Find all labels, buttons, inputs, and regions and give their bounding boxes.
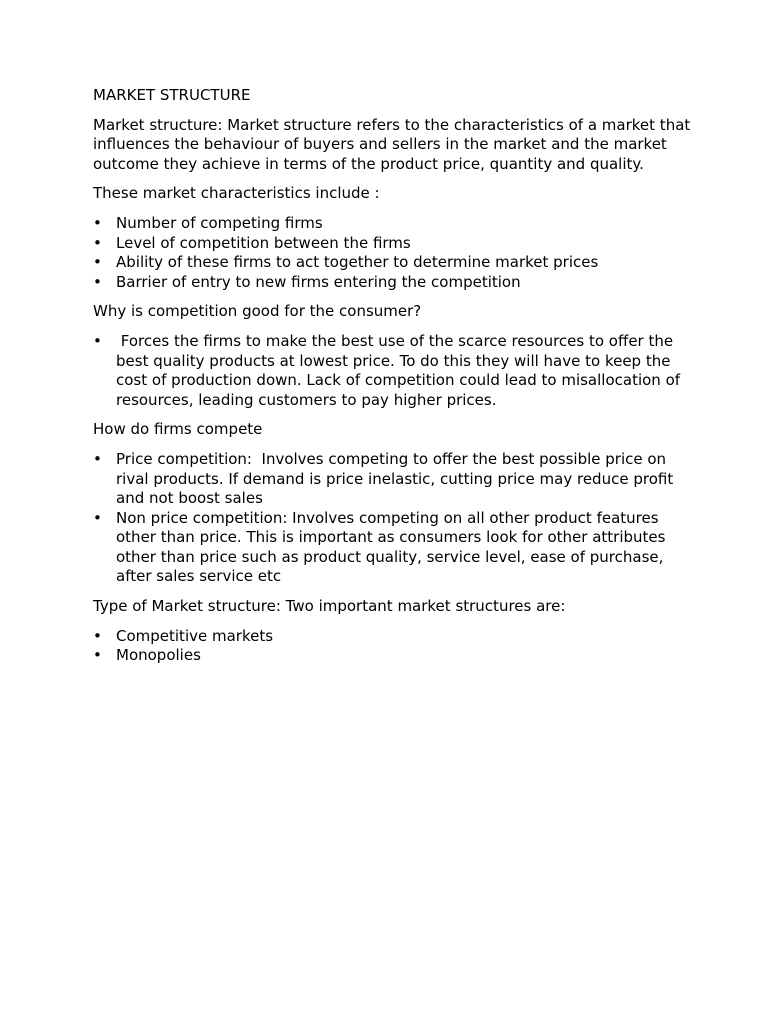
bullet-icon: • [93,646,102,665]
how-compete-question: How do firms compete [93,420,263,439]
list-item-text: Non price competition: Involves competing on all other product features other than price. This is important as consumers look for other attributes other than price such as product quality, service level, ease of purchase, after sales service etc [116,508,666,586]
list-item-text: Number of competing firms [116,213,323,232]
list-item-text: Forces the firms to make the best use of the scarce resources to offer the best quality products at lowest price. To do this they will have to keep the cost of production down. Lack of competition could lead to misallocation of resources, leading customers to pay higher prices. [116,331,685,409]
list-item [93,253,693,273]
list-item [93,646,693,666]
definition-paragraph: Market structure: Market structure refers to the characteristics of a market that influences the behaviour of buyers and sellers in the market and the market outcome they achieve in terms of the product price, quantity and quality. [93,115,691,173]
list-item-text: Level of competition between the firms [116,233,411,252]
types-list [93,627,693,666]
list-item [93,450,693,509]
characteristics-intro: These market characteristics include : [93,184,380,203]
list-item [93,214,693,234]
bullet-icon: • [93,272,102,291]
list-item-text: Competitive markets [116,626,274,645]
list-item [93,273,693,293]
competition-good-question: Why is competition good for the consumer? [93,302,422,321]
bullet-icon: • [93,233,102,252]
list-item-text: Monopolies [116,646,201,665]
document-title: MARKET STRUCTURE [93,86,251,104]
document-body [93,86,693,676]
list-item [93,234,693,254]
list-item [93,627,693,647]
characteristics-list [93,214,693,292]
bullet-icon: • [93,213,102,232]
bullet-icon: • [93,508,102,527]
types-intro: Type of Market structure: Two important market structures are: [93,597,566,616]
list-item-text: Price competition: Involves competing to offer the best possible price on rival products. If demand is price inelastic, cutting price may reduce profit and not boost sales [116,449,678,508]
bullet-icon: • [93,449,102,468]
list-item [93,332,693,410]
list-item-text: Ability of these firms to act together to determine market prices [116,253,599,272]
list-item-text: Barrier of entry to new firms entering the competition [116,272,521,291]
how-compete-list [93,450,693,587]
list-item [93,509,693,587]
bullet-icon: • [93,331,102,350]
bullet-icon: • [93,626,102,645]
bullet-icon: • [93,253,102,272]
competition-good-list [93,332,693,410]
